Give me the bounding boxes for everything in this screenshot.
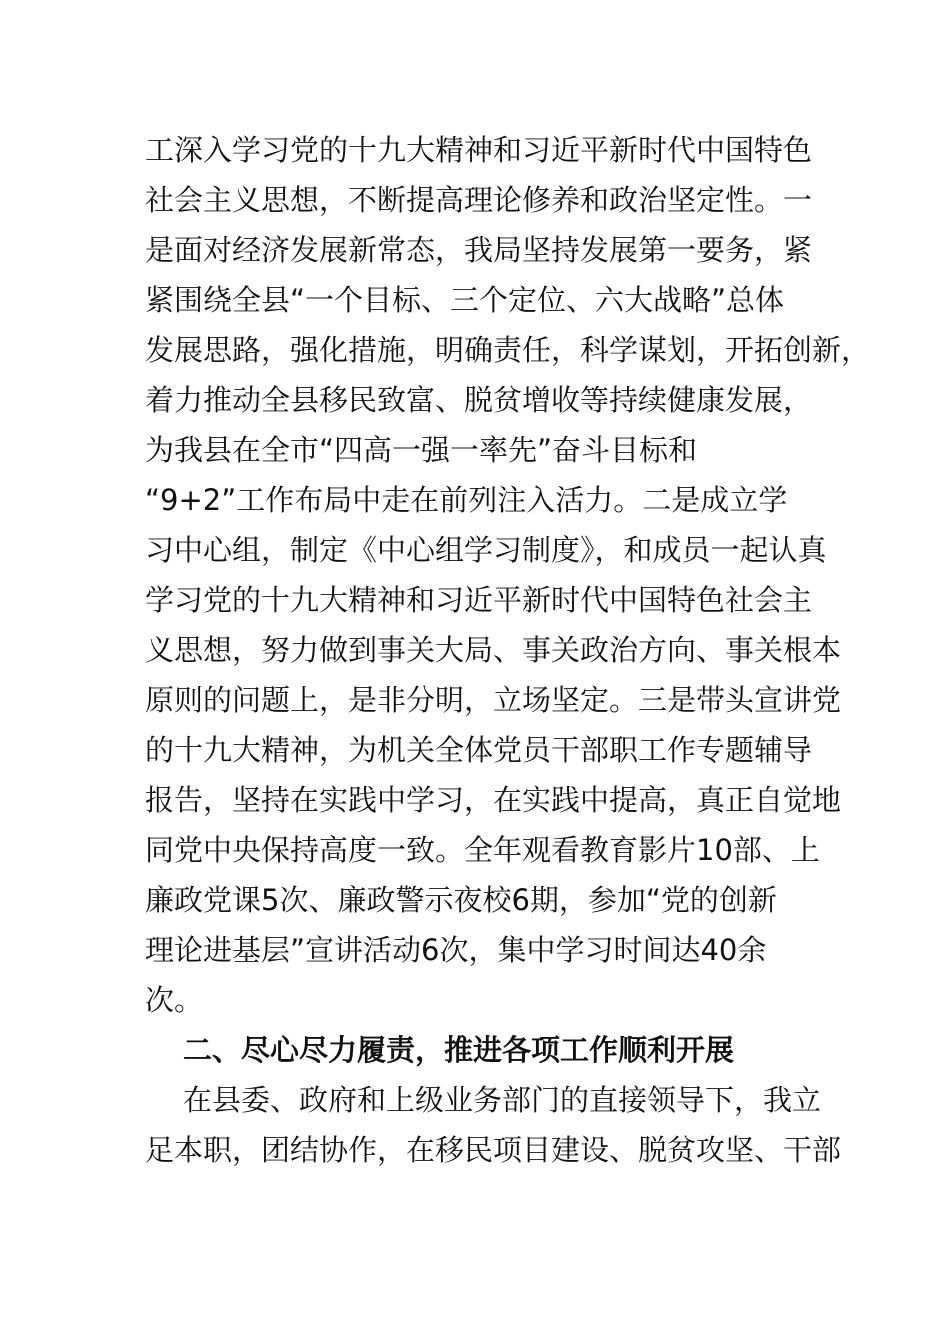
paragraph-line-19: 在县委、政府和上级业务部门的直接领导下，我立 — [183, 1083, 822, 1117]
paragraph-line-2: 社会主义思想，不断提高理论修养和政治坚定性。一 — [145, 183, 813, 217]
section-heading: 二、尽心尽力履责，推进各项工作顺利开展 — [183, 1033, 735, 1067]
paragraph-line-11: 义思想，努力做到事关大局、事关政治方向、事关根本 — [145, 633, 842, 667]
paragraph-line-7: 为我县在全市“四高一强一率先”奋斗目标和 — [145, 433, 698, 467]
paragraph-line-4: 紧围绕全县“一个目标、三个定位、六大战略”总体 — [145, 283, 785, 317]
paragraph-line-9: 习中心组，制定《中心组学习制度》，和成员一起认真 — [145, 533, 827, 567]
paragraph-line-13: 的十九大精神，为机关全体党员干部职工作专题辅导 — [145, 733, 813, 767]
paragraph-line-6: 着力推动全县移民致富、脱贫增收等持续健康发展， — [145, 383, 813, 417]
paragraph-line-1: 工深入学习党的十九大精神和习近平新时代中国特色 — [145, 133, 813, 167]
paragraph-line-8: “9+2”工作布局中走在前列注入活力。二是成立学 — [145, 483, 788, 517]
paragraph-line-20: 足本职，团结协作，在移民项目建设、脱贫攻坚、干部 — [145, 1133, 842, 1167]
paragraph-line-15: 同党中央保持高度一致。全年观看教育影片10部、上 — [145, 833, 820, 867]
paragraph-line-18: 次。 — [145, 983, 204, 1017]
paragraph-line-12: 原则的问题上，是非分明，立场坚定。三是带头宣讲党 — [145, 683, 842, 717]
paragraph-line-10: 学习党的十九大精神和习近平新时代中国特色社会主 — [145, 583, 813, 617]
paragraph-line-5: 发展思路，强化措施，明确责任，科学谋划，开拓创新， — [145, 333, 871, 367]
paragraph-line-17: 理论进基层”宣讲活动6次，集中学习时间达40余 — [145, 933, 767, 967]
paragraph-line-14: 报告，坚持在实践中学习，在实践中提高，真正自觉地 — [145, 783, 842, 817]
paragraph-line-16: 廉政党课5次、廉政警示夜校6期，参加“党的创新 — [145, 883, 777, 917]
paragraph-line-3: 是面对经济发展新常态，我局坚持发展第一要务，紧 — [145, 233, 813, 267]
